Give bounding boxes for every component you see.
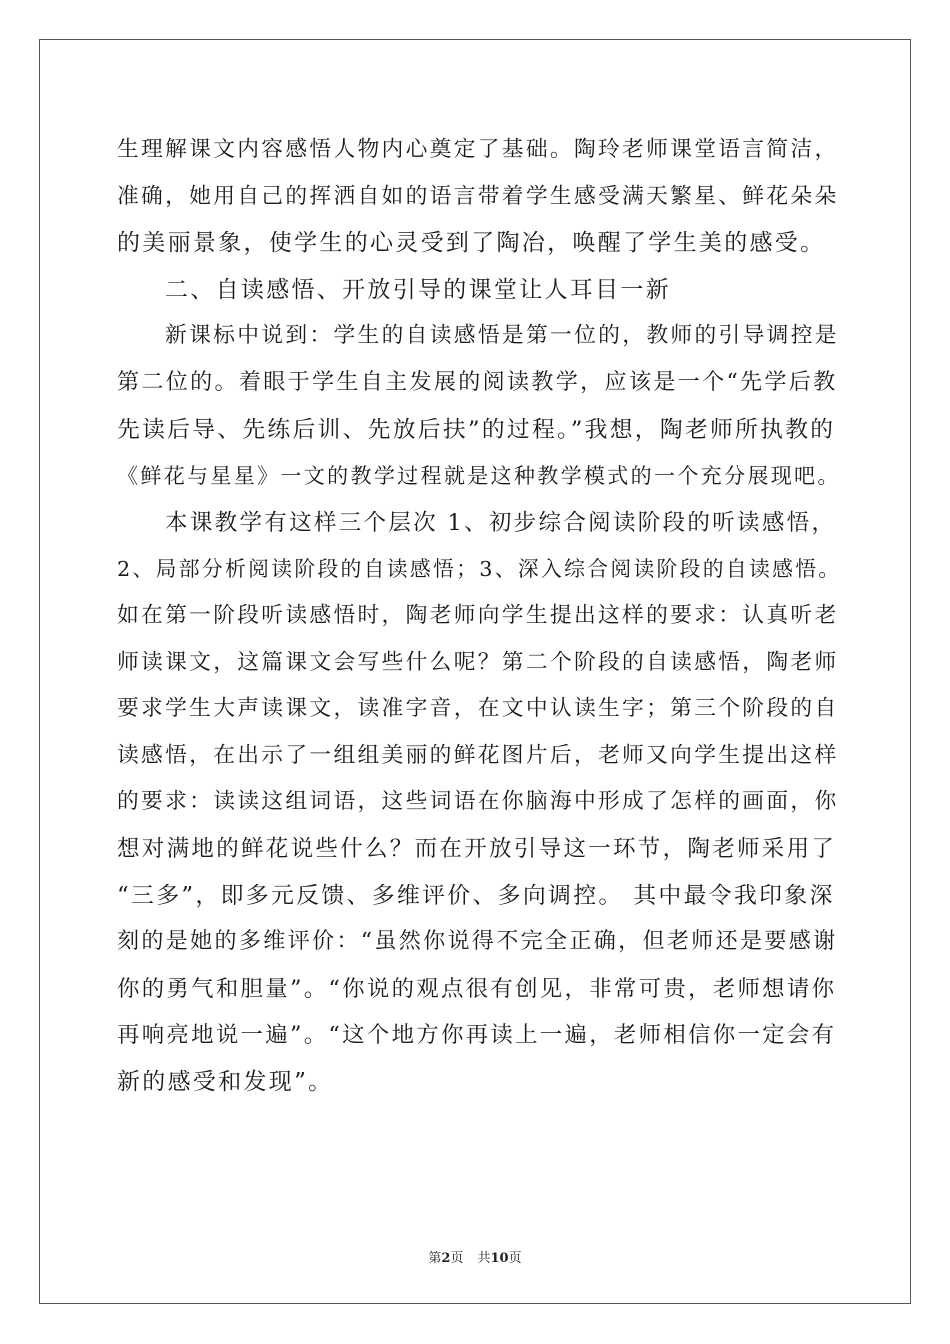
text-line: 新课标中说到：学生的自读感悟是第一位的，教师的引导调控是: [165, 323, 839, 349]
text-line: 刻的是她的多维评价：“虽然你说得不完全正确，但老师还是要感谢: [117, 929, 838, 955]
text-line: 第二位的。着眼于学生自主发展的阅读教学，应该是一个“先学后教: [117, 369, 838, 395]
text-line: 再响亮地说一遍”。“这个地方你再读上一遍，老师相信你一定会有: [117, 1022, 837, 1049]
text-line: 你的勇气和胆量”。“你说的观点很有创见，非常可贵，老师想请你: [117, 975, 837, 1002]
page-number-prefix: 第: [428, 1251, 442, 1266]
text-line: 2、局部分析阅读阶段的自读感悟；3、深入综合阅读阶段的自读感悟。: [117, 557, 842, 582]
section-heading: 二、自读感悟、开放引导的课堂让人耳目一新: [165, 276, 671, 303]
text-line: 准确，她用自己的挥洒自如的语言带着学生感受满天繁星、鲜花朵朵: [117, 183, 839, 209]
text-line: 先读后导、先练后训、先放后扶”的过程。”我想，陶老师所执教的: [117, 416, 836, 443]
text-line: 要求学生大声读课文，读准字音，在文中认读生字；第三个阶段的自: [117, 696, 839, 722]
page-number-current: 2: [441, 1251, 451, 1266]
page-total-prefix: 共: [477, 1251, 491, 1266]
text-line: 的要求：读读这组词语，这些词语在你脑海中形成了怎样的画面，你: [117, 789, 839, 815]
text-line: 《鲜花与星星》一文的教学过程就是这种教学模式的一个充分展现吧。: [117, 463, 841, 489]
text-line: 想对满地的鲜花说些什么？而在开放引导这一环节，陶老师采用了: [117, 835, 837, 862]
text-line: 如在第一阶段听读感悟时，陶老师向学生提出这样的要求：认真听老: [117, 602, 839, 628]
text-line: 师读课文，这篇课文会写些什么呢？第二个阶段的自读感悟，陶老师: [117, 649, 839, 675]
text-line: 的美丽景象，使学生的心灵受到了陶冶，唤醒了学生美的感受。: [117, 230, 826, 257]
text-line: 本课教学有这样三个层次 1、初步综合阅读阶段的听读感悟，: [165, 509, 837, 536]
document-body: [117, 127, 842, 1105]
text-line: 生理解课文内容感悟人物内心奠定了基础。陶玲老师课堂语言简洁，: [117, 137, 839, 162]
page-number-total: 10: [490, 1251, 509, 1266]
page-total-suffix: 页: [508, 1251, 522, 1266]
text-line: “三多”，即多元反馈、多维评价、多向调控。 其中最令我印象深: [117, 882, 835, 909]
page-footer: [0, 1247, 950, 1266]
text-line: 新的感受和发现”。: [117, 1068, 334, 1095]
page-number-suffix: 页: [450, 1251, 464, 1266]
text-line: 读感悟，在出示了一组组美丽的鲜花图片后，老师又向学生提出这样: [117, 742, 839, 768]
